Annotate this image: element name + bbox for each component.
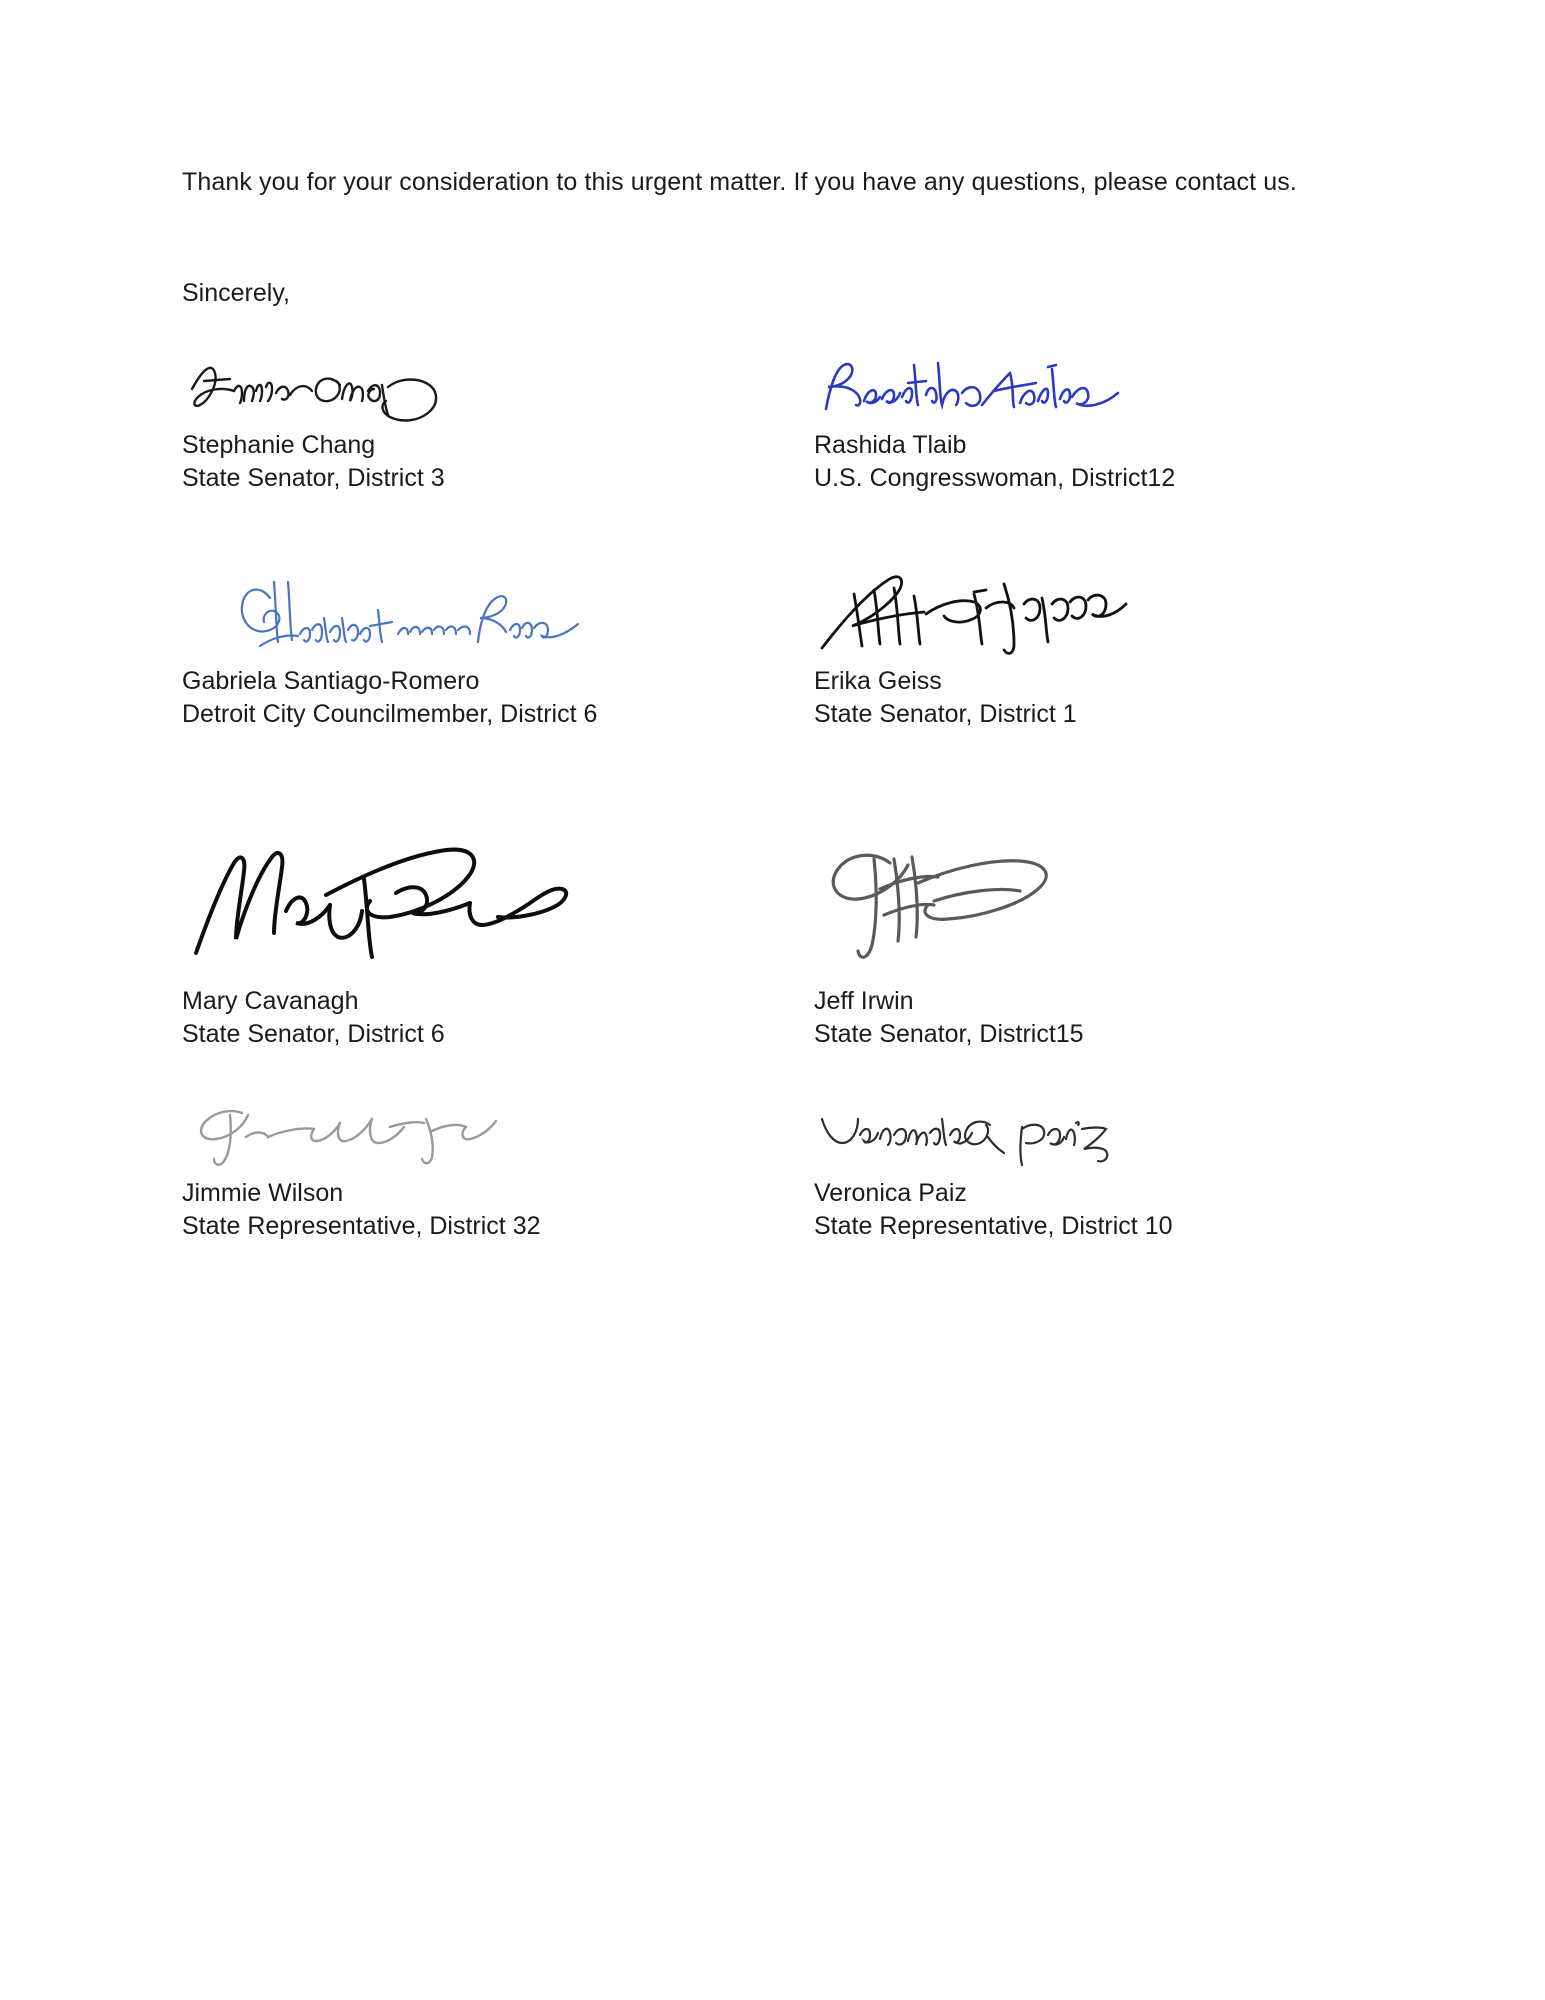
signature-block: [814, 1093, 1365, 1243]
signatory-title: State Senator, District 3: [182, 463, 445, 492]
signatory-name: Erika Geiss: [814, 666, 942, 695]
signatory-name: Jeff Irwin: [814, 986, 914, 1015]
signature-block: [814, 835, 1365, 1051]
signature-jeff-irwin-icon: [814, 835, 1365, 985]
signatory-name: Stephanie Chang: [182, 430, 376, 459]
signatory-title: State Representative, District 10: [814, 1211, 1173, 1240]
closing-paragraph: Thank you for your consideration to this urgent matter. If you have any questions, please contact us.: [182, 168, 1297, 196]
signature-mary-cavanagh-icon: [182, 835, 814, 985]
signatory-name: Veronica Paiz: [814, 1178, 967, 1207]
signature-block: [182, 835, 814, 1051]
signature-block: [814, 561, 1365, 731]
signature-block: [814, 333, 1365, 495]
signatory-name: Jimmie Wilson: [182, 1178, 344, 1207]
signatory-title: State Senator, District 1: [814, 699, 1077, 728]
signatory-title: State Senator, District 6: [182, 1019, 445, 1048]
signature-gabriela-santiago-romero-icon: [182, 561, 814, 665]
salutation: Sincerely,: [182, 278, 290, 307]
signatory-title: Detroit City Councilmember, District 6: [182, 699, 598, 728]
signatory-name: Mary Cavanagh: [182, 986, 359, 1015]
signatory-name: Gabriela Santiago-Romero: [182, 666, 480, 695]
signature-block: [182, 1093, 814, 1243]
signature-block: [182, 333, 814, 495]
signature-rashida-tlaib-icon: [814, 333, 1365, 429]
signatory-title: U.S. Congresswoman, District12: [814, 463, 1176, 492]
signature-grid: [182, 333, 1365, 1243]
signature-stephanie-chang-icon: [182, 333, 814, 429]
signature-jimmie-wilson-icon: [182, 1093, 814, 1177]
signature-erika-geiss-icon: [814, 561, 1365, 665]
signatory-title: State Senator, District15: [814, 1019, 1084, 1048]
signature-block: [182, 561, 814, 731]
signatory-title: State Representative, District 32: [182, 1211, 541, 1240]
signatory-name: Rashida Tlaib: [814, 430, 967, 459]
signature-veronica-paiz-icon: [814, 1093, 1365, 1177]
